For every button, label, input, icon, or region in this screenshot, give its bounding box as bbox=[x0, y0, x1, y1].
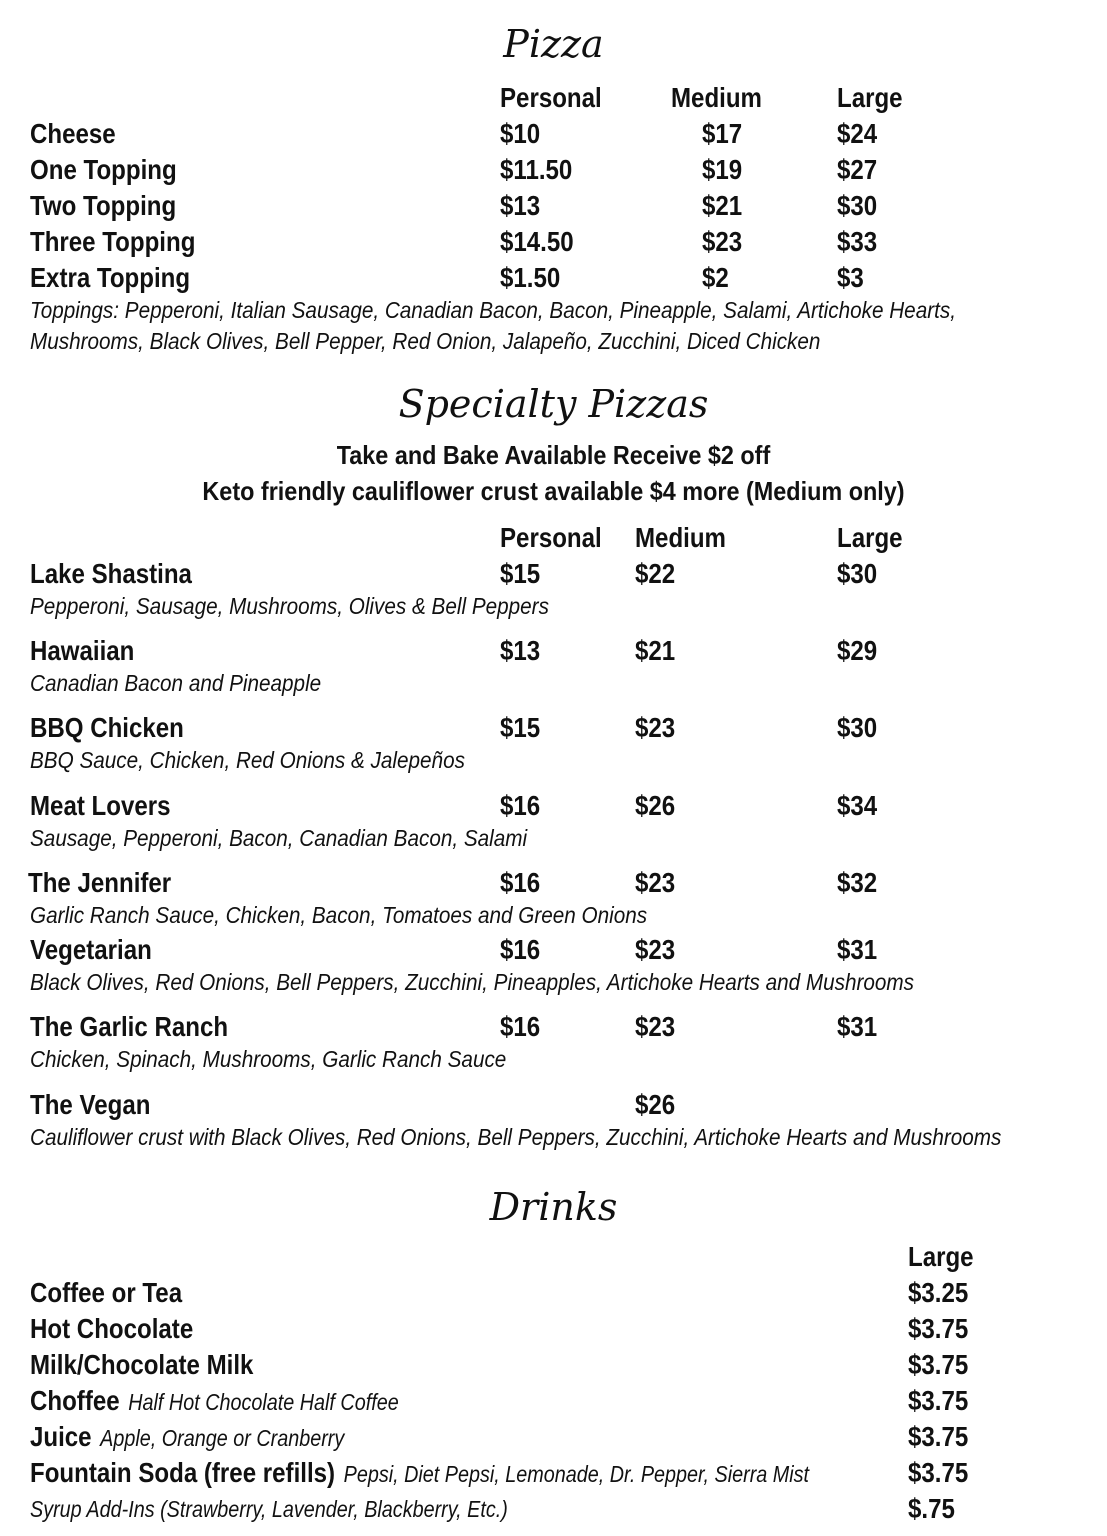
toppings-list: Toppings: Pepperoni, Italian Sausage, Canadian Bacon, Bacon, Pineapple, Salami, Artichoke Hearts, bbox=[30, 297, 956, 323]
price-medium: $23 bbox=[635, 712, 676, 743]
price-large: $30 bbox=[837, 712, 878, 743]
specialty-item bbox=[30, 1011, 1107, 1045]
price-large: $32 bbox=[837, 867, 878, 898]
price-medium: $22 bbox=[635, 558, 676, 589]
price-personal: $14.50 bbox=[500, 226, 574, 257]
col-personal-header: Personal bbox=[500, 82, 602, 113]
price-large: $3 bbox=[837, 262, 864, 293]
keto-crust-note: Keto friendly cauliflower crust available $4 more (Medium only) bbox=[202, 476, 905, 506]
drink-name: Choffee bbox=[30, 1385, 120, 1416]
syrup-addins: Syrup Add-Ins (Strawberry, Lavender, Blackberry, Etc.) bbox=[30, 1496, 508, 1522]
toppings-list: Mushrooms, Black Olives, Bell Pepper, Red Onion, Jalapeño, Zucchini, Diced Chicken bbox=[30, 328, 821, 354]
drink-name-with-detail bbox=[30, 1457, 809, 1489]
price-personal: $16 bbox=[500, 934, 541, 965]
specialty-description: Black Olives, Red Onions, Bell Peppers, Zucchini, Pineapples, Artichoke Hearts and Mushrooms bbox=[30, 969, 914, 995]
price-medium: $21 bbox=[702, 190, 743, 221]
price-medium: $26 bbox=[635, 1089, 676, 1120]
specialty-item bbox=[30, 934, 1107, 968]
drink-name: Fountain Soda (free refills) bbox=[30, 1457, 336, 1488]
pizza-name: Three Topping bbox=[30, 226, 196, 257]
pizza-row bbox=[30, 190, 1107, 224]
price-large: $31 bbox=[837, 934, 878, 965]
pizza-name: One Topping bbox=[30, 154, 177, 185]
drink-price: $3.75 bbox=[908, 1421, 969, 1452]
drink-item bbox=[30, 1457, 1107, 1491]
price-large: $29 bbox=[837, 635, 878, 666]
specialty-column-headers bbox=[30, 522, 1107, 556]
col-personal-header: Personal bbox=[500, 522, 602, 553]
price-medium: $23 bbox=[635, 934, 676, 965]
col-large-header: Large bbox=[837, 82, 903, 113]
price-personal: $13 bbox=[500, 635, 541, 666]
col-large-header: Large bbox=[908, 1241, 974, 1272]
pizza-column-headers bbox=[30, 82, 1107, 116]
drink-price: $3.75 bbox=[908, 1457, 969, 1488]
specialty-description: Sausage, Pepperoni, Bacon, Canadian Bacon, Salami bbox=[30, 825, 528, 851]
drink-price: $3.75 bbox=[908, 1385, 969, 1416]
specialty-description: Pepperoni, Sausage, Mushrooms, Olives & Bell Peppers bbox=[30, 593, 549, 619]
price-personal: $13 bbox=[500, 190, 541, 221]
pizza-row bbox=[30, 226, 1107, 260]
drink-item bbox=[30, 1421, 1107, 1455]
specialty-description: Chicken, Spinach, Mushrooms, Garlic Ranch Sauce bbox=[30, 1046, 507, 1072]
specialty-description: Cauliflower crust with Black Olives, Red Onions, Bell Peppers, Zucchini, Artichoke Hearts and Mushrooms bbox=[30, 1124, 1002, 1150]
specialty-description: Canadian Bacon and Pineapple bbox=[30, 670, 322, 696]
price-personal: $16 bbox=[500, 867, 541, 898]
specialty-name: BBQ Chicken bbox=[30, 712, 184, 743]
drink-detail: Half Hot Chocolate Half Coffee bbox=[128, 1389, 399, 1415]
drink-detail: Apple, Orange or Cranberry bbox=[100, 1425, 345, 1451]
specialty-item bbox=[30, 712, 1107, 746]
price-personal: $11.50 bbox=[500, 154, 573, 185]
price-personal: $15 bbox=[500, 558, 541, 589]
price-medium: $2 bbox=[702, 262, 729, 293]
specialty-name: Vegetarian bbox=[30, 934, 152, 965]
drink-name: Juice bbox=[30, 1421, 92, 1452]
price-personal: $16 bbox=[500, 1011, 541, 1042]
price-medium: $23 bbox=[635, 1011, 676, 1042]
specialty-name: The Garlic Ranch bbox=[30, 1011, 229, 1042]
drinks-column-header bbox=[30, 1241, 1107, 1275]
drink-detail: Pepsi, Diet Pepsi, Lemonade, Dr. Pepper, Sierra Mist bbox=[343, 1461, 810, 1487]
specialty-description: Garlic Ranch Sauce, Chicken, Bacon, Tomatoes and Green Onions bbox=[30, 902, 648, 928]
price-medium: $19 bbox=[702, 154, 743, 185]
col-large-header: Large bbox=[837, 522, 903, 553]
price-large: $31 bbox=[837, 1011, 878, 1042]
price-personal: $16 bbox=[500, 790, 541, 821]
price-personal: $1.50 bbox=[500, 262, 561, 293]
price-personal: $10 bbox=[500, 118, 541, 149]
pizza-row bbox=[30, 262, 1107, 296]
price-medium: $23 bbox=[702, 226, 743, 257]
price-large: $24 bbox=[837, 118, 878, 149]
price-large: $27 bbox=[837, 154, 878, 185]
drink-item bbox=[30, 1349, 1107, 1383]
drinks-section-title: Drinks bbox=[489, 1185, 618, 1229]
price-large: $33 bbox=[837, 226, 878, 257]
specialty-item bbox=[30, 790, 1107, 824]
price-large: $30 bbox=[837, 190, 878, 221]
pizza-row bbox=[30, 154, 1107, 188]
price-medium: $21 bbox=[635, 635, 676, 666]
specialty-description: BBQ Sauce, Chicken, Red Onions & Jalepeños bbox=[30, 747, 465, 773]
drink-name-with-detail bbox=[30, 1421, 344, 1453]
price-large: $30 bbox=[837, 558, 878, 589]
drink-price: $3.25 bbox=[908, 1277, 969, 1308]
drink-price: $3.75 bbox=[908, 1349, 969, 1380]
specialty-item bbox=[30, 867, 1107, 901]
drink-price: $.75 bbox=[908, 1493, 955, 1524]
price-medium: $17 bbox=[702, 118, 743, 149]
specialty-name: The Jennifer bbox=[28, 867, 172, 898]
drink-name: Coffee or Tea bbox=[30, 1277, 183, 1308]
pizza-row bbox=[30, 118, 1107, 152]
drink-item bbox=[30, 1277, 1107, 1311]
specialty-item bbox=[30, 558, 1107, 592]
specialty-name: Lake Shastina bbox=[30, 558, 192, 589]
drink-name: Hot Chocolate bbox=[30, 1313, 194, 1344]
drink-item bbox=[30, 1493, 1107, 1527]
price-personal: $15 bbox=[500, 712, 541, 743]
col-medium-header: Medium bbox=[671, 82, 762, 113]
take-and-bake-note: Take and Bake Available Receive $2 off bbox=[336, 440, 771, 470]
pizza-section-title: Pizza bbox=[503, 22, 604, 66]
price-large: $34 bbox=[837, 790, 878, 821]
pizza-name: Two Topping bbox=[30, 190, 177, 221]
price-medium: $26 bbox=[635, 790, 676, 821]
drink-item bbox=[30, 1385, 1107, 1419]
pizza-name: Cheese bbox=[30, 118, 116, 149]
specialty-name: Hawaiian bbox=[30, 635, 135, 666]
specialty-item bbox=[30, 1089, 1107, 1123]
drink-name: Milk/Chocolate Milk bbox=[30, 1349, 254, 1380]
col-medium-header: Medium bbox=[635, 522, 726, 553]
specialty-name: Meat Lovers bbox=[30, 790, 171, 821]
drink-name-with-detail bbox=[30, 1385, 399, 1417]
pizza-name: Extra Topping bbox=[30, 262, 191, 293]
specialty-name: The Vegan bbox=[30, 1089, 151, 1120]
drink-price: $3.75 bbox=[908, 1313, 969, 1344]
drink-item bbox=[30, 1313, 1107, 1347]
price-medium: $23 bbox=[635, 867, 676, 898]
specialty-item bbox=[30, 635, 1107, 669]
specialty-section-title: Specialty Pizzas bbox=[398, 382, 709, 426]
